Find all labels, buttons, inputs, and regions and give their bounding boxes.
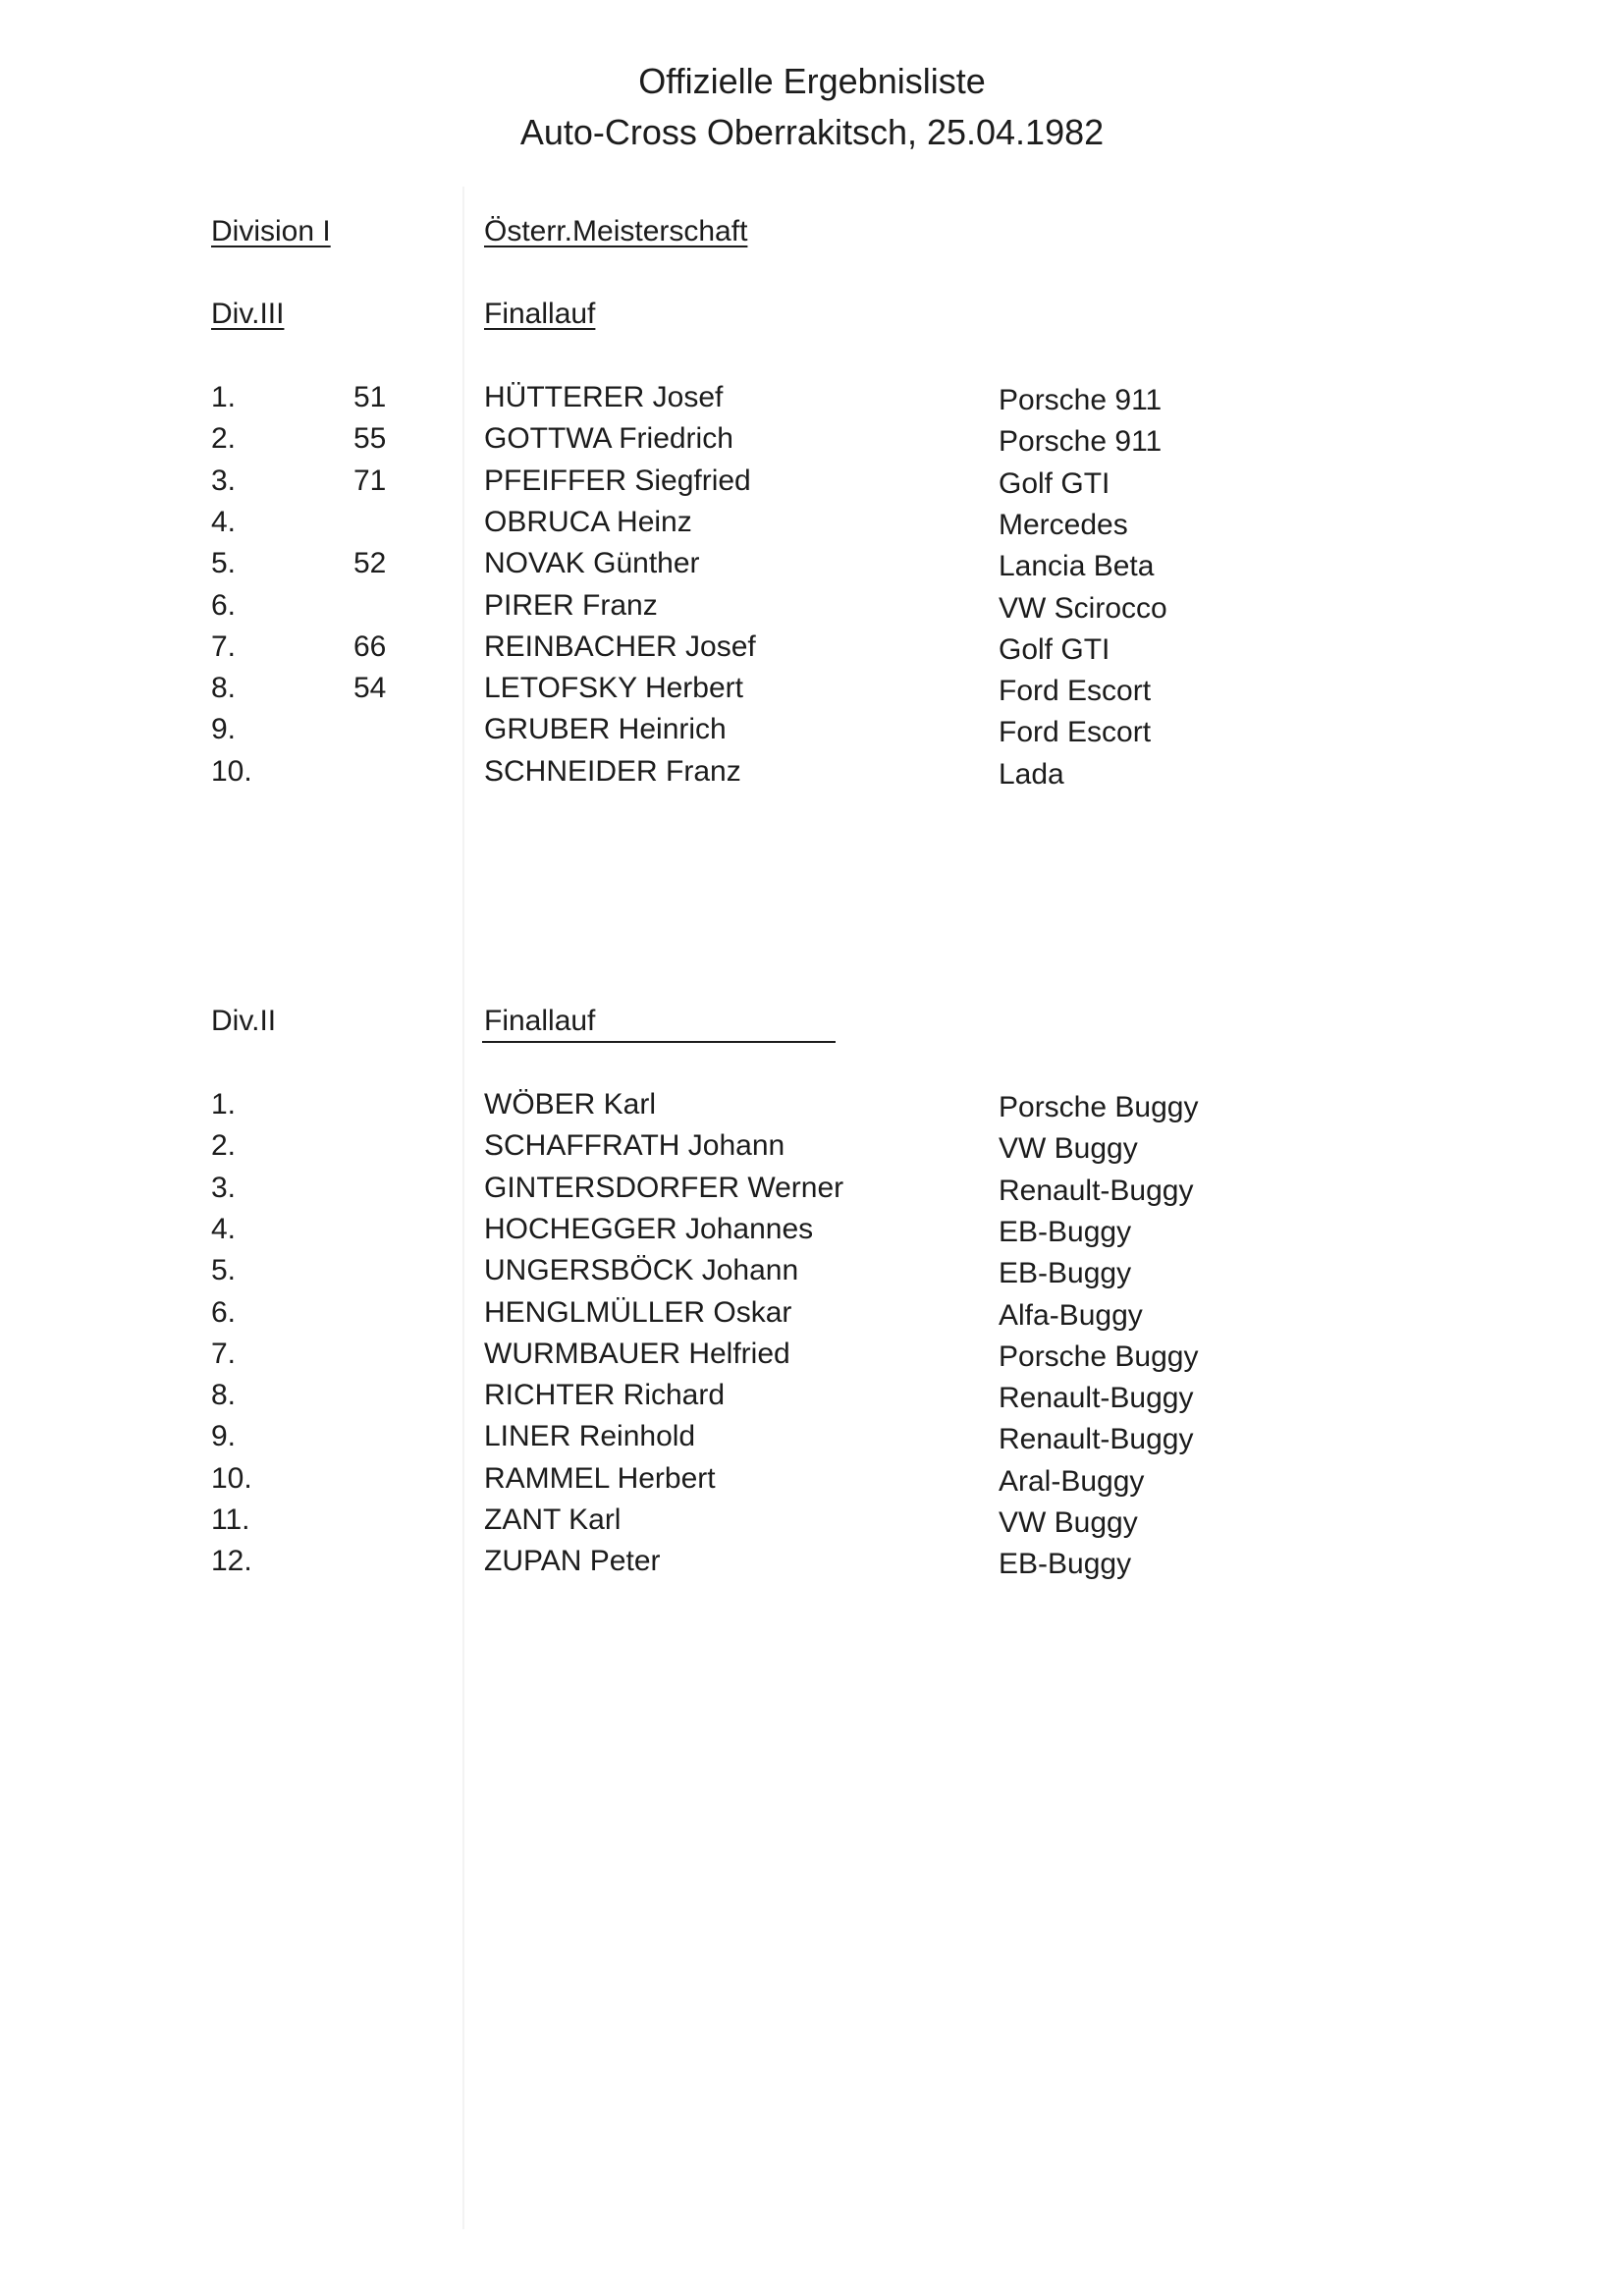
car-model: Lada <box>999 757 1064 791</box>
div2-heading-rule <box>482 1041 836 1043</box>
driver-name: WURMBAUER Helfried <box>484 1337 790 1370</box>
driver-name: HÜTTERER Josef <box>484 381 724 413</box>
result-row <box>0 1087 1624 1126</box>
start-number: 66 <box>353 629 387 663</box>
div3-heading: Div.III <box>211 298 285 330</box>
result-position: 8. <box>211 1379 237 1412</box>
result-position: 10. <box>211 1461 252 1495</box>
car-model: Aral-Buggy <box>999 1464 1145 1498</box>
result-position: 12. <box>211 1545 252 1578</box>
car-model: EB-Buggy <box>999 1548 1132 1581</box>
car-model: Ford Escort <box>999 716 1152 749</box>
result-row <box>0 1337 1624 1376</box>
driver-name: LINER Reinhold <box>484 1420 696 1453</box>
car-model: Renault-Buggy <box>999 1423 1194 1456</box>
document-title: Offizielle Ergebnisliste <box>638 61 986 101</box>
car-model: Golf GTI <box>999 632 1110 666</box>
result-position: 3. <box>211 464 237 497</box>
car-model: Lancia Beta <box>999 550 1155 583</box>
result-row <box>0 712 1624 751</box>
result-position: 5. <box>211 1254 237 1287</box>
car-model: Renault-Buggy <box>999 1174 1194 1207</box>
car-model: VW Buggy <box>999 1132 1138 1166</box>
start-number: 54 <box>353 672 387 705</box>
result-row <box>0 380 1624 419</box>
result-row <box>0 754 1624 793</box>
driver-name: RICHTER Richard <box>484 1379 726 1412</box>
car-model: EB-Buggy <box>999 1215 1132 1248</box>
driver-name: GOTTWA Friedrich <box>484 422 733 456</box>
result-row <box>0 1128 1624 1168</box>
car-model: EB-Buggy <box>999 1257 1132 1290</box>
driver-name: NOVAK Günther <box>484 547 700 580</box>
championship-heading: Österr.Meisterschaft <box>484 215 748 247</box>
result-position: 5. <box>211 547 237 580</box>
start-number: 51 <box>353 381 387 413</box>
result-position: 2. <box>211 1129 237 1163</box>
driver-name: REINBACHER Josef <box>484 629 756 663</box>
car-model: Alfa-Buggy <box>999 1298 1143 1332</box>
driver-name: ZUPAN Peter <box>484 1545 661 1578</box>
result-row <box>0 1171 1624 1210</box>
driver-name: HENGLMÜLLER Oskar <box>484 1295 792 1329</box>
result-row <box>0 464 1624 503</box>
result-row <box>0 588 1624 628</box>
division-heading: Division I <box>211 215 331 247</box>
car-model: Porsche Buggy <box>999 1091 1199 1123</box>
car-model: Golf GTI <box>999 466 1110 500</box>
result-row <box>0 1544 1624 1583</box>
start-number: 52 <box>353 547 387 580</box>
driver-name: UNGERSBÖCK Johann <box>484 1254 799 1287</box>
driver-name: PIRER Franz <box>484 588 658 622</box>
result-position: 1. <box>211 1088 237 1121</box>
result-position: 8. <box>211 672 237 705</box>
driver-name: RAMMEL Herbert <box>484 1461 716 1495</box>
driver-name: SCHNEIDER Franz <box>484 754 741 788</box>
result-position: 11. <box>211 1503 250 1536</box>
result-position: 6. <box>211 588 237 622</box>
driver-name: GINTERSDORFER Werner <box>484 1171 844 1204</box>
driver-name: ZANT Karl <box>484 1503 622 1536</box>
result-row <box>0 1378 1624 1417</box>
driver-name: SCHAFFRATH Johann <box>484 1129 785 1163</box>
div3-race-heading: Finallauf <box>484 298 596 330</box>
start-number: 71 <box>353 464 387 497</box>
result-position: 2. <box>211 422 237 456</box>
div2-race-heading: Finallauf <box>484 1005 596 1037</box>
result-row <box>0 1295 1624 1335</box>
driver-name: HOCHEGGER Johannes <box>484 1212 814 1245</box>
driver-name: WÖBER Karl <box>484 1088 657 1121</box>
car-model: Mercedes <box>999 508 1128 541</box>
document-subtitle: Auto-Cross Oberrakitsch, 25.04.1982 <box>519 112 1105 152</box>
start-number: 55 <box>353 422 387 456</box>
result-row <box>0 1503 1624 1542</box>
driver-name: GRUBER Heinrich <box>484 713 727 746</box>
result-row <box>0 421 1624 461</box>
result-position: 9. <box>211 713 237 746</box>
result-row <box>0 671 1624 710</box>
result-row <box>0 1253 1624 1292</box>
car-model: Porsche Buggy <box>999 1339 1199 1373</box>
result-row <box>0 1212 1624 1251</box>
driver-name: PFEIFFER Siegfried <box>484 464 751 497</box>
div2-heading: Div.II <box>211 1005 277 1037</box>
car-model: Renault-Buggy <box>999 1382 1194 1415</box>
result-position: 6. <box>211 1295 237 1329</box>
car-model: VW Scirocco <box>999 591 1167 625</box>
car-model: Ford Escort <box>999 675 1152 708</box>
driver-name: LETOFSKY Herbert <box>484 672 743 705</box>
result-row <box>0 629 1624 669</box>
driver-name: OBRUCA Heinz <box>484 505 692 538</box>
car-model: Porsche 911 <box>999 384 1163 416</box>
result-position: 7. <box>211 629 237 663</box>
result-row <box>0 1419 1624 1458</box>
result-row <box>0 505 1624 544</box>
result-position: 10. <box>211 754 252 788</box>
result-position: 9. <box>211 1420 237 1453</box>
result-position: 3. <box>211 1171 237 1204</box>
result-position: 4. <box>211 505 237 538</box>
car-model: Porsche 911 <box>999 425 1163 459</box>
result-position: 1. <box>211 381 237 413</box>
result-row <box>0 1461 1624 1501</box>
result-position: 7. <box>211 1337 237 1370</box>
result-row <box>0 546 1624 585</box>
result-position: 4. <box>211 1212 237 1245</box>
car-model: VW Buggy <box>999 1506 1138 1539</box>
